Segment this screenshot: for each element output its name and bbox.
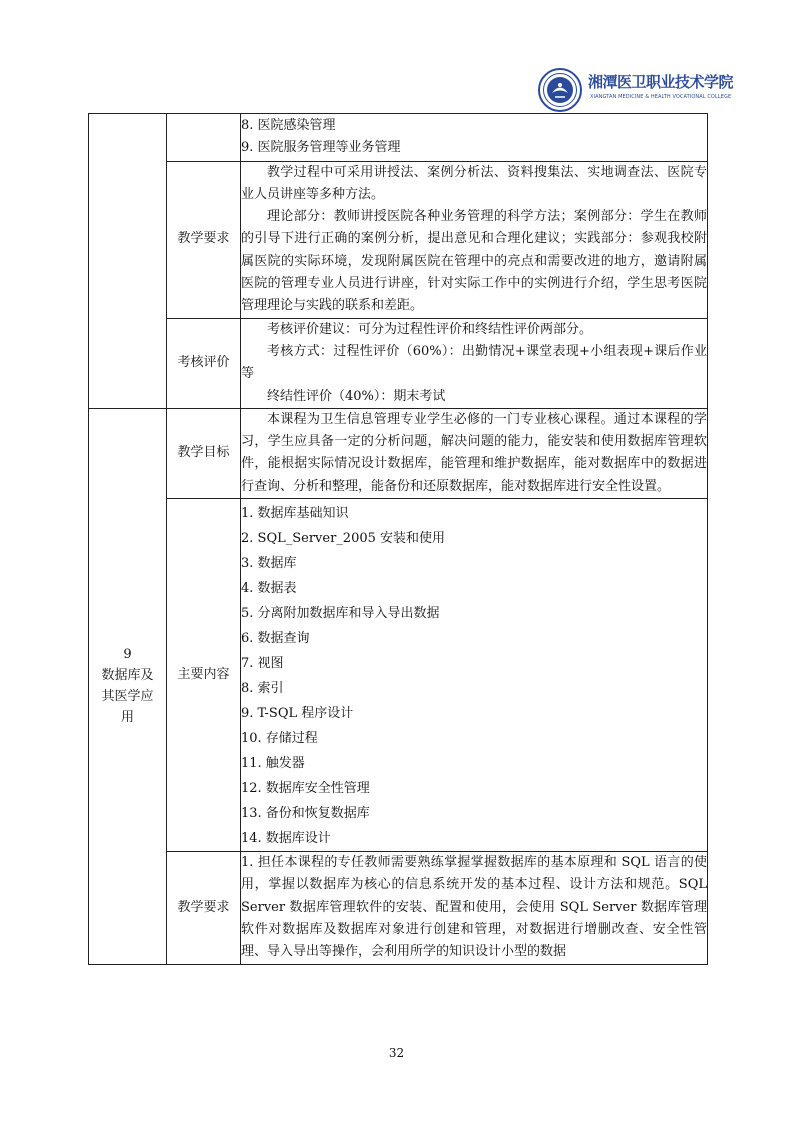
paragraph: 理论部分：教师讲授医院各种业务管理的科学方法；案例部分：学生在教师的引导下进行正确的案例分析，提出意见和合理化建议；实践部分：参观我校附属医院的实际环境，发现附属医院在管理中的亮点和需要改进的地方，邀请附属医院的管理专业人员进行讲座，针对实际工作中的实例进行介绍，学生思考医院管理理论与实践的联系和差距。 — [241, 209, 707, 314]
section-label: 考核评价 — [167, 318, 241, 408]
section-label: 教学要求 — [167, 161, 241, 318]
section-label: 教学目标 — [167, 408, 241, 498]
paragraph: 终结性评价（40%）：期末考试 — [267, 388, 446, 404]
table-row — [89, 852, 708, 964]
main-content-list — [241, 499, 708, 852]
list-item: 4. 数据表 — [241, 581, 297, 597]
table-row — [89, 318, 708, 408]
teaching-requirements-text — [241, 852, 708, 964]
school-name: 湘潭医卫职业技术学院 — [588, 73, 734, 91]
table-row — [89, 408, 708, 498]
assessment-text — [241, 318, 708, 408]
teaching-requirements-text — [241, 161, 708, 318]
course-name-cell-prev — [89, 114, 167, 409]
teaching-goal-text — [241, 408, 708, 498]
page-number: 32 — [388, 1046, 405, 1060]
course-number: 9 — [123, 647, 132, 663]
list-item: 2. SQL_Server_2005 安装和使用 — [241, 531, 446, 547]
section-label-cell — [167, 114, 241, 162]
section-label: 教学要求 — [167, 852, 241, 964]
course-name: 数据库及其医学应用 — [101, 668, 154, 726]
table-row — [89, 161, 708, 318]
paragraph: 本课程为卫生信息管理专业学生必修的一门专业核心课程。通过本课程的学习，学生应具备一定的分析问题，解决问题的能力，能安装和使用数据库管理软件，能根据实际情况设计数据库，能管理和维护数据库，能对数据库中的数据进行查询、分析和整理，能备份和还原数据库，能对数据库进行安全性设置。 — [241, 411, 707, 494]
list-item: 8. 索引 — [241, 681, 284, 697]
course-table — [88, 113, 708, 965]
table-row — [89, 114, 708, 162]
table-row — [89, 499, 708, 852]
course-name-cell — [89, 408, 167, 964]
school-logo — [538, 68, 738, 112]
paragraph: 1. 担任本课程的专任教师需要熟练掌握掌握数据库的基本原理和 SQL 语言的使用，掌握以数据库为核心的信息系统开发的基本过程、设计方法和规范。SQL Server 数据库管理软件的安装、配置和使用，会使用 SQL Server 数据库管理软件对数据库及数据库对象进行创建和管理，对数据进行增删改查、安全性管理、导入导出等操作，会利用所学的知识设计小型的数据 — [241, 855, 707, 960]
paragraph: 考核方式：过程性评价（60%）：出勤情况+课堂表现+小组表现+课后作业等 — [241, 343, 707, 382]
list-item: 12. 数据库安全性管理 — [241, 781, 370, 797]
list-item: 14. 数据库设计 — [241, 831, 331, 847]
content-cell — [241, 114, 708, 162]
school-name-english: XIANGTAN MEDICINE & HEALTH VOCATIONAL COLLEGE — [590, 94, 732, 100]
list-item: 7. 视图 — [241, 656, 284, 672]
paragraph: 考核评价建议：可分为过程性评价和终结性评价两部分。 — [267, 321, 593, 337]
section-label: 主要内容 — [167, 499, 241, 852]
list-item: 3. 数据库 — [241, 556, 297, 572]
list-item: 10. 存储过程 — [241, 731, 318, 747]
paragraph: 教学过程中可采用讲授法、案例分析法、资料搜集法、实地调查法、医院专业人员讲座等多种方法。 — [241, 164, 707, 202]
list-item: 5. 分离附加数据库和导入导出数据 — [241, 606, 440, 622]
list-item: 11. 触发器 — [241, 756, 305, 772]
list-item: 1. 数据库基础知识 — [241, 506, 349, 522]
school-emblem-icon — [538, 68, 582, 112]
list-item: 6. 数据查询 — [241, 631, 310, 647]
list-item: 9. 医院服务管理等业务管理 — [241, 140, 401, 156]
list-item: 9. T-SQL 程序设计 — [241, 706, 354, 722]
list-item: 13. 备份和恢复数据库 — [241, 806, 370, 822]
list-item: 8. 医院感染管理 — [241, 118, 336, 133]
